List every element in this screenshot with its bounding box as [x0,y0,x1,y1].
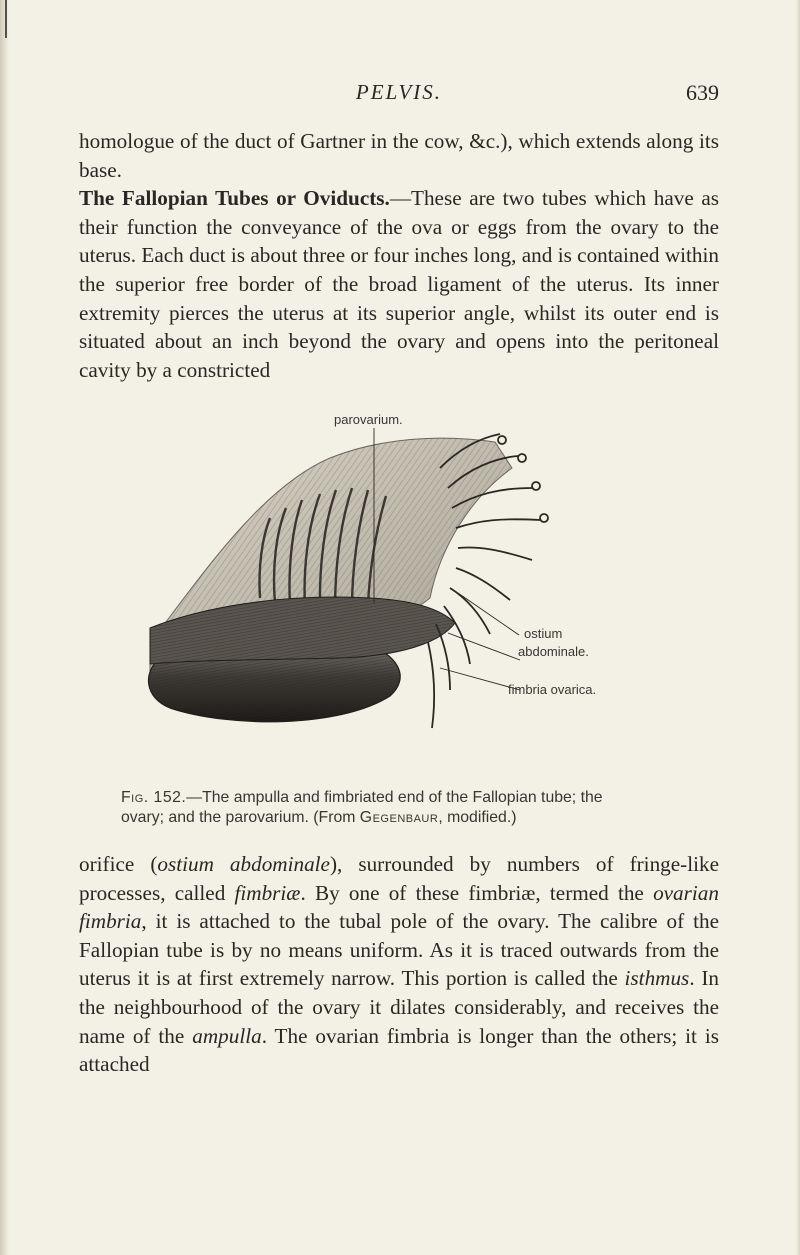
running-head [79,80,719,114]
text-run: . The ovarian fimbria is longer than the others; it is attached [79,1023,719,1077]
term-ampulla: ampulla [192,1023,262,1048]
page-number: 639 [686,80,719,105]
page-binding-mark [5,0,7,38]
text-run: orifice ( [79,852,158,876]
continuation-paragraph: homologue of the duct of Gartner in the cow, &c.), which extends along its base. [79,129,719,182]
figure-illustration [140,428,620,773]
term-ovarian-fimbria: ovarian fimbria [79,880,719,934]
label-abdominale: abdominale. [518,644,589,659]
label-fimbria-ovarica: fimbria ovarica. [508,682,597,697]
running-title: PELVIS. [355,80,443,104]
text-run: . In the neighbourhood of the ovary it dilates considerably, and receives the name of the [79,966,719,1048]
page-binding-edge [0,0,9,1255]
text-run: ), surrounded by numbers of fringe-like processes, called [79,852,719,905]
section-body: —These are two tubes which have as their function the conveyance of the ova or eggs from the ovary to the uterus. Each duct is about three or four inches long, and is contained within the superior free border of the broad ligament of the uterus. Its inner extremity pierces the uterus at its superior angle, whilst its outer end is situated about an inch beyond the ovary and opens into the peritoneal cavity by a constricted [79,186,719,382]
page-right-edge [796,0,800,1255]
caption-tail: , modified.) [438,808,517,826]
upper-paragraphs [79,127,719,384]
term-ostium-abdominale: ostium abdominale [157,852,330,876]
lower-paragraph [79,850,719,1079]
term-isthmus: isthmus [624,966,690,991]
text-run: , it is attached to the tubal pole of the ovary. The calibre of the Fallopian tube is by no means uniform. As it is traced outwards from the uterus it is at first extremely narrow. This portion is called the [79,909,719,991]
term-fimbriae: fimbriæ [234,880,301,905]
label-ostium: ostium [524,626,563,641]
caption-description: —The ampulla and fimbriated end of the Fallopian tube; the ovary; and the parovarium. (From [121,789,603,826]
lower-paragraph-text [79,850,719,1079]
caption-figure-number: Fig. 152. [121,789,187,806]
section-paragraph [79,184,719,384]
text-run: . By one of these fimbriæ, termed the [300,880,654,905]
figure-caption [121,788,621,827]
caption-author: Gegenbaur [359,808,439,826]
label-parovarium: parovarium. [334,412,403,427]
section-heading: The Fallopian Tubes or Oviducts. [79,186,390,211]
figure-labels [508,626,596,697]
caption-text [121,788,621,827]
